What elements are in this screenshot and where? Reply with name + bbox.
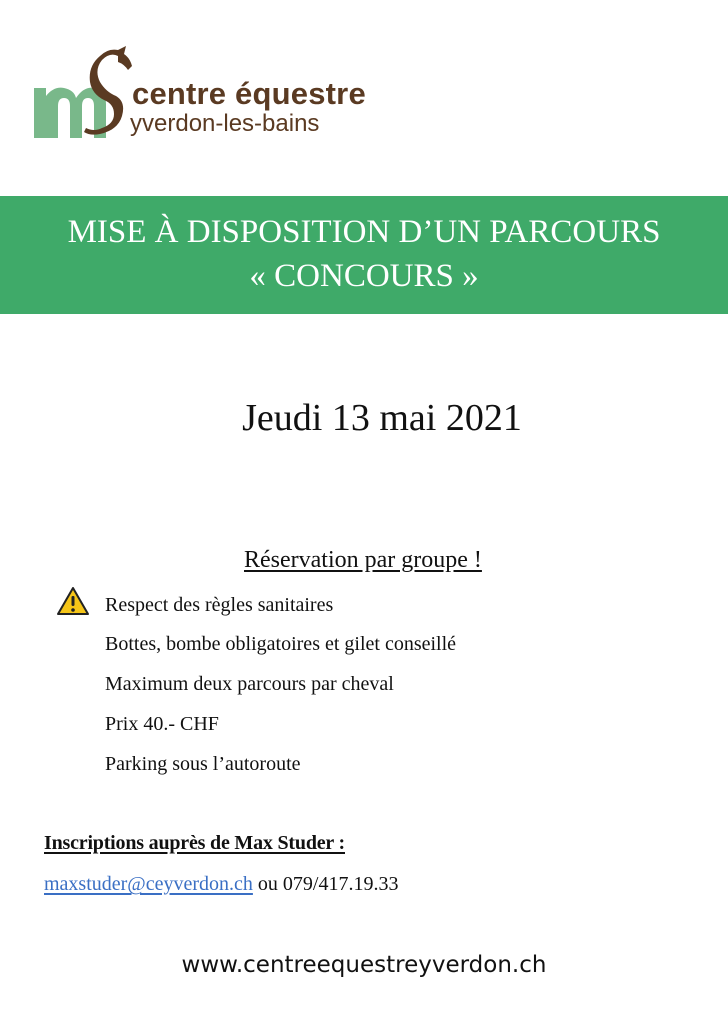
website-url: www.centreequestreyverdon.ch [181,952,547,978]
list-item-price: Prix 40.- CHF [105,713,219,735]
email-link[interactable]: maxstuder@ceyverdon.ch [44,873,253,895]
event-date: Jeudi 13 mai 2021 [242,397,522,439]
logo [30,44,410,144]
banner-title-line2: « CONCOURS » [249,258,479,294]
contact-line [44,873,398,896]
reservation-heading: Réservation par groupe ! [244,547,482,573]
banner-title-line1: MISE À DISPOSITION D’UN PARCOURS [67,214,661,250]
warning-icon [56,586,90,616]
list-item-parking: Parking sous l’autoroute [105,753,301,775]
list-item-max-courses: Maximum deux parcours par cheval [105,673,394,695]
contact-title: Inscriptions auprès de Max Studer : [44,832,345,854]
title-banner [0,196,728,314]
list-item-sanitary-rules: Respect des règles sanitaires [105,594,334,616]
logo-mark [30,44,140,144]
list-item-equipment: Bottes, bombe obligatoires et gilet conseillé [105,633,457,655]
logo-text-line2: yverdon-les-bains [130,110,320,137]
horse-eye [114,56,117,59]
logo-text-line1: centre équestre [132,76,366,111]
phone-number: ou 079/417.19.33 [257,873,399,895]
